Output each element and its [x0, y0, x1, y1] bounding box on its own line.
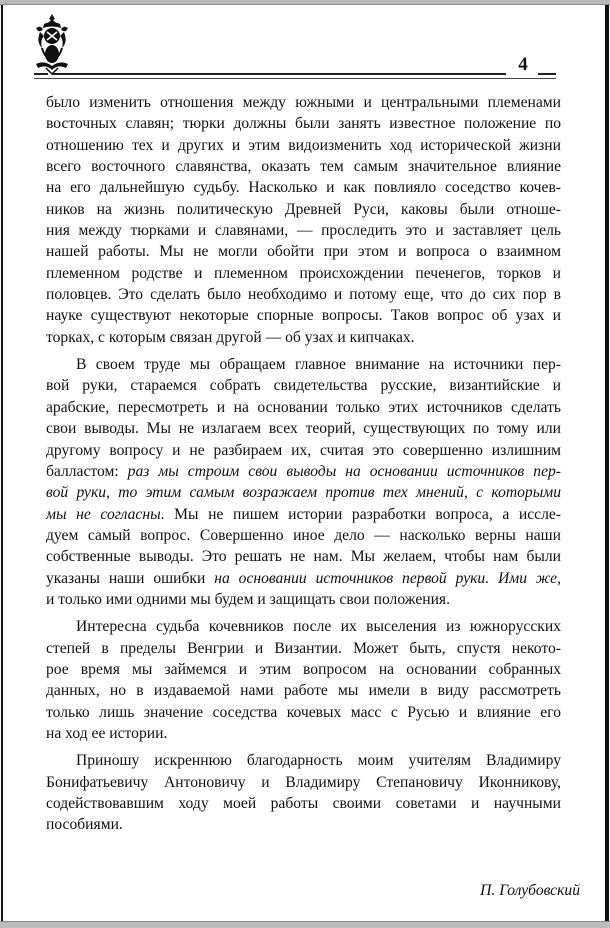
- italic-text: мы не согласны: [46, 505, 161, 523]
- text-run: и только ими одними мы будем и защищать свои положения.: [46, 590, 450, 608]
- page-number: 4: [518, 54, 528, 75]
- italic-text: вой руки, то этим самым возражаем против тех мнений, с которыми: [46, 484, 561, 502]
- text-line: [46, 702, 561, 723]
- header-rule-thin: [34, 78, 556, 79]
- text-line: [46, 284, 561, 305]
- text-run: собственные выводы. Это решать не нам. Мы желаем, чтобы нам были: [46, 548, 561, 566]
- paragraph: [46, 92, 561, 348]
- header-rule-right: [538, 73, 556, 75]
- text-line: [46, 92, 561, 113]
- text-line: [46, 354, 561, 375]
- text-line: [46, 156, 561, 177]
- text-line: [46, 793, 561, 814]
- text-run: ,: [557, 569, 562, 587]
- text-run: содействовавшим ходу моей работы своими советами и научными: [46, 795, 561, 812]
- text-line: [46, 616, 561, 637]
- text-line: [46, 263, 561, 284]
- text-run: на его дальнейшую судьбу. Насколько и как повлияло соседство кочев-: [46, 179, 561, 197]
- italic-text: на основании источников первой руки. Ими же: [214, 569, 558, 587]
- text-run: свои выводы. Мы не излагаем всех теорий, существующих по тому или: [46, 420, 561, 438]
- header-rule-left: [34, 73, 48, 75]
- text-run: Приношу искреннюю благодарность моим учителям Владимиру: [76, 752, 561, 770]
- viewer-top-border: [0, 0, 610, 5]
- text-run: науке существуют некоторые спорные вопросы. Таков вопрос об узах и: [46, 307, 561, 325]
- text-run: дуем самый вопрос. Совершенно иное дело — насколько верны наши: [46, 526, 561, 544]
- text-line: [46, 241, 561, 262]
- text-line: [46, 680, 561, 701]
- text-line: [46, 723, 561, 744]
- text-run: ников на жизнь политическую Древней Руси, каковы были отноше-: [46, 200, 561, 218]
- text-run: торках, с которым связан другой — об узах и кипчаках.: [46, 328, 415, 346]
- text-run: . Мы не пишем истории разработки вопроса, а иссле-: [160, 505, 561, 523]
- text-line: [46, 772, 561, 793]
- text-run: В своем труде мы обращаем главное внимание на источники пер-: [76, 356, 561, 374]
- text-run: степей в пределы Венгрии и Византии. Может быть, спустя некото-: [46, 639, 561, 657]
- text-line: [46, 220, 561, 241]
- text-run: всего восточного славянства, оказать тем самым значительное влияние: [46, 158, 561, 176]
- heraldic-emblem-icon: [30, 12, 74, 76]
- text-run: на ход ее истории.: [46, 724, 168, 742]
- paragraph: [46, 750, 561, 835]
- text-line: [46, 814, 561, 835]
- text-run: Бонифатьевичу Антоновичу и Владимиру Степановичу Иконникову,: [46, 773, 561, 791]
- text-run: указаны наши ошибки: [46, 569, 215, 587]
- page-left-border: [1, 5, 3, 921]
- text-run: восточных славян; тюрки должны были занять известное положение по: [46, 115, 561, 133]
- text-run: другому вопросу и не разбираем их, считая это совершенно излишним: [46, 441, 561, 459]
- text-line: [46, 659, 561, 680]
- text-run: нашей работы. Мы не могли обойти при этом и вопроса о взаимном: [46, 243, 561, 261]
- text-run: данных, но в издаваемой нами работе мы имели в виду рассмотреть: [46, 682, 561, 700]
- text-line: [46, 397, 561, 418]
- text-line: [46, 113, 561, 134]
- text-run: отношению тех и других и этим видоизменить ход исторической жизни: [46, 136, 561, 154]
- text-line: [46, 135, 561, 156]
- text-run: было изменить отношения между южными и центральными племенами: [46, 94, 561, 111]
- text-run: балластом:: [46, 462, 128, 480]
- header-rule: [52, 73, 506, 75]
- text-line: [46, 750, 561, 771]
- text-line: [46, 568, 561, 589]
- text-run: вой руки, стараемся собрать свидетельства русские, византийские и: [46, 377, 561, 395]
- text-run: Интересна судьба кочевников после их выселения из южнорусских: [76, 618, 561, 636]
- text-line: [46, 546, 561, 567]
- paragraph: [46, 616, 561, 744]
- text-line: [46, 482, 561, 503]
- text-run: арабские, пересмотреть и на основании только этих источников сделать: [46, 398, 561, 416]
- text-line: [46, 199, 561, 220]
- text-run: рое время мы займемся и этим вопросом на основании собранных: [46, 660, 561, 678]
- text-run: пособиями.: [46, 816, 123, 834]
- page-right-border: [605, 5, 609, 921]
- signature: П. Голубовский: [480, 882, 580, 899]
- text-line: [46, 461, 561, 482]
- italic-text: раз мы строим свои выводы на основании источников пер-: [127, 462, 561, 480]
- paragraph: [46, 354, 561, 610]
- text-line: [46, 177, 561, 198]
- text-run: ния между тюрками и славянами, — проследить это и заставляет цель: [46, 222, 561, 240]
- text-line: [46, 305, 561, 326]
- page-body: [46, 92, 561, 842]
- text-line: [46, 589, 561, 610]
- text-line: [46, 440, 561, 461]
- text-line: [46, 525, 561, 546]
- text-line: [46, 638, 561, 659]
- text-run: только лишь значение соседства кочевых масс с Русью и влияние его: [46, 703, 561, 721]
- text-line: [46, 418, 561, 439]
- text-run: племенном родстве и племенном происхождении печенегов, торков и: [46, 264, 561, 282]
- text-line: [46, 375, 561, 396]
- text-run: половцев. Это сделать было необходимо и потому еще, что до сих пор в: [46, 286, 561, 304]
- text-line: [46, 504, 561, 525]
- text-line: [46, 327, 561, 348]
